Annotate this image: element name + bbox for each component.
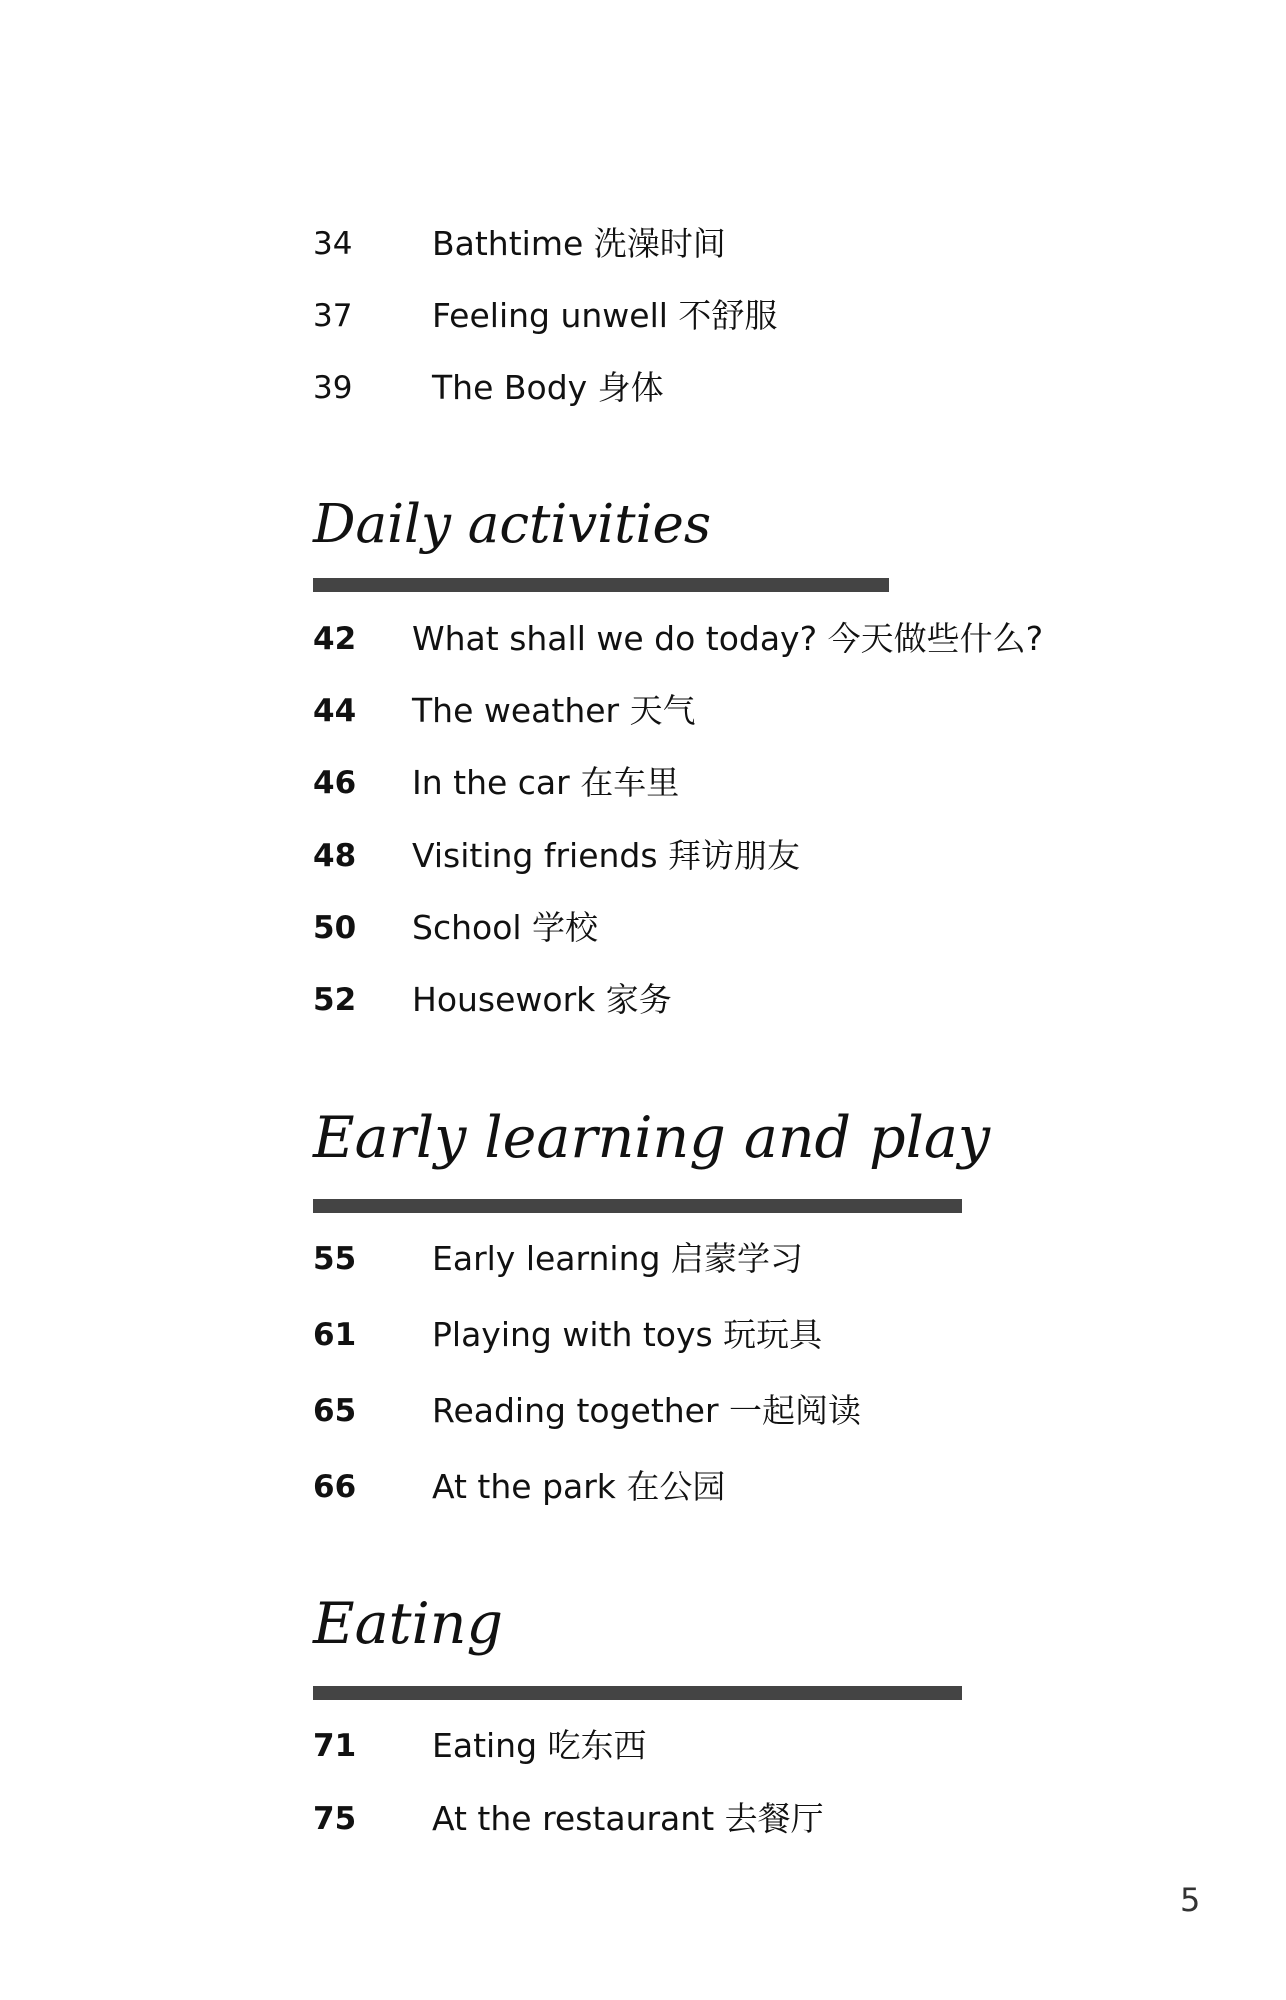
toc-title: At the park 在公园 <box>432 1467 726 1506</box>
toc-title: Reading together 一起阅读 <box>432 1391 862 1430</box>
toc-page-number: 55 <box>313 1241 357 1277</box>
toc-page-number: 46 <box>313 765 357 801</box>
toc-title: Feeling unwell 不舒服 <box>432 296 778 335</box>
toc-page-number: 52 <box>313 982 357 1018</box>
toc-title: The Body 身体 <box>432 368 664 407</box>
toc-page-number: 66 <box>313 1469 357 1505</box>
toc-page-number: 71 <box>313 1728 357 1764</box>
section-heading-early-learning-and-play: Early learning and play <box>313 1105 991 1171</box>
toc-page-number: 48 <box>313 838 357 874</box>
section-divider <box>313 1199 962 1213</box>
toc-title: Eating 吃东西 <box>432 1726 647 1765</box>
toc-page-number: 42 <box>313 621 357 657</box>
toc-title: Visiting friends 拜访朋友 <box>412 836 801 875</box>
toc-page-number: 39 <box>313 370 353 406</box>
section-divider <box>313 578 889 592</box>
toc-page-number: 61 <box>313 1317 357 1353</box>
toc-page-number: 50 <box>313 910 357 946</box>
toc-title: Housework 家务 <box>412 980 672 1019</box>
toc-page-number: 44 <box>313 693 357 729</box>
toc-title: The weather 天气 <box>412 691 696 730</box>
toc-title: What shall we do today? 今天做些什么? <box>412 619 1044 658</box>
page-number: 5 <box>1180 1881 1201 1919</box>
toc-title: Bathtime 洗澡时间 <box>432 224 726 263</box>
section-heading-daily-activities: Daily activities <box>313 494 712 555</box>
toc-title: In the car 在车里 <box>412 763 680 802</box>
toc-page-number: 34 <box>313 226 353 262</box>
toc-page-number: 75 <box>313 1801 357 1837</box>
toc-title: At the restaurant 去餐厅 <box>432 1799 824 1838</box>
toc-page-number: 65 <box>313 1393 357 1429</box>
toc-title: Early learning 启蒙学习 <box>432 1239 803 1278</box>
toc-title: School 学校 <box>412 908 599 947</box>
section-heading-eating: Eating <box>313 1591 503 1657</box>
toc-title: Playing with toys 玩玩具 <box>432 1315 823 1354</box>
section-divider <box>313 1686 962 1700</box>
toc-page-number: 37 <box>313 298 353 334</box>
